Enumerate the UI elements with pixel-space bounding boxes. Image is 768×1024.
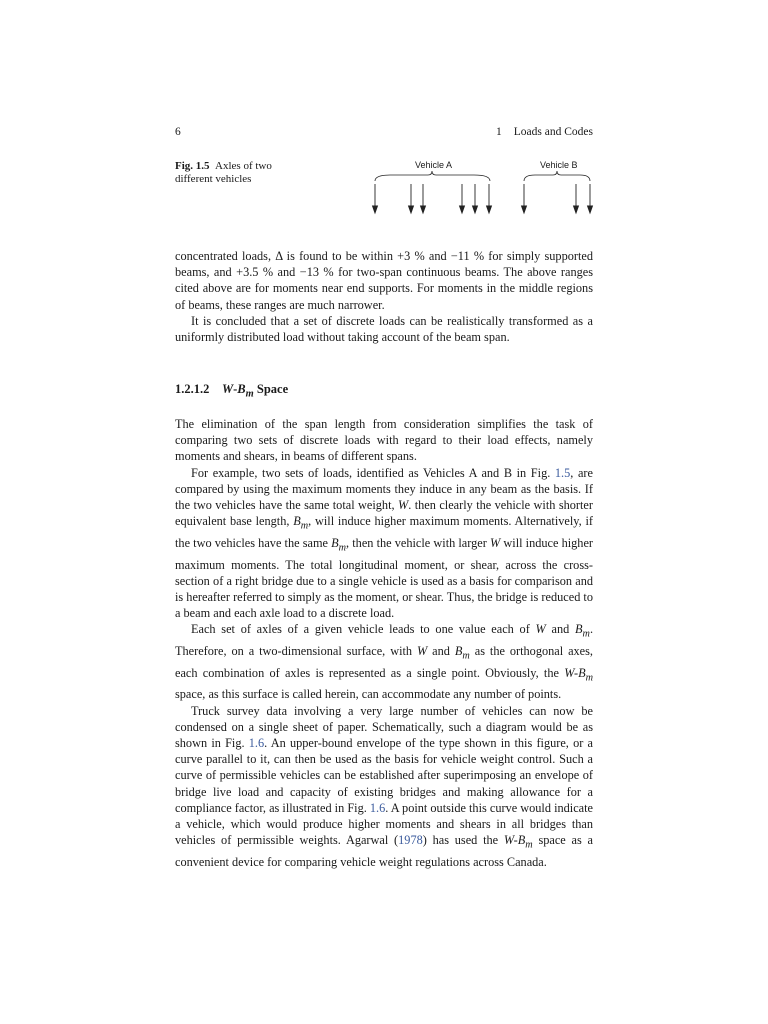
figure-caption-text: Axles of two different vehicles — [175, 160, 272, 185]
section-heading: 1.2.1.2 $W-B_m$ Space — [175, 382, 289, 400]
body-text-top — [175, 248, 593, 345]
vehicle-b-label: Vehicle B — [540, 160, 578, 170]
figure-ref-link[interactable]: 1.6 — [369, 800, 386, 815]
figure-axles — [360, 160, 600, 220]
vehicle-b-axles — [522, 184, 593, 213]
paragraph: Truck survey data involving a very large number of vehicles can now be condensed on a single sheet of paper. Schematically, such a diagram would be as shown in Fig. 1.6. An upper-bound envelope of the type shown in this figure, or a curve parallel to it, can then be used as the basis for vehicle weight control. Such a curve of permissible vehicles can be established after superimposing an envelope of bridge live load and capacity of existing bridges and making allowance for a compliance factor, as illustrated in Fig. 1.6. A point outside this curve would indicate a vehicle, which would produce higher moments and shears in all bridges than vehicles of permissible weights. Agarwal (1978) has used the $W-B_m$ space as a convenient device for comparing vehicle weight regulations across Canada. — [175, 703, 594, 869]
axle-diagram — [360, 160, 600, 220]
chapter-title: Loads and Codes — [513, 126, 593, 138]
vehicle-a-axles — [373, 184, 492, 213]
section-number: 1.2.1.2 — [175, 382, 210, 396]
section-title-sub: m — [245, 388, 254, 400]
paragraph: Each set of axles of a given vehicle leads to one value each of W and $B_m$. Therefore, on a two-dimensional surface, with W and $B_m$ as the orthogonal axes, each combination of axles is represented as a single point. Obviously, the $W-B_m$ space, as this surface is called herein, can accommodate any number of points. — [175, 622, 594, 702]
figure-caption — [175, 160, 295, 186]
paragraph: concentrated loads, Δ is found to be within +3 % and −11 % for simply supported beams, and +3.5 % and −13 % for two-span continuous beams. The above ranges cited above are for moments near end supports. For moments in the middle regions of beams, these ranges are much narrower. — [175, 249, 593, 312]
page-number: 6 — [175, 126, 181, 138]
vehicle-a-brace — [375, 171, 490, 181]
section-title-w: W — [222, 382, 234, 396]
paragraph: The elimination of the span length from consideration simplifies the task of comparing two sets of discrete loads with regard to their load effects, namely moments and shears, in beams of different spans. — [175, 417, 593, 464]
paragraph: It is concluded that a set of discrete loads can be realistically transformed as a uniformly distributed load without taking account of the beam span. — [175, 313, 593, 345]
citation-link[interactable]: 1978 — [398, 833, 423, 848]
section-title-b: B — [237, 382, 246, 396]
vehicle-b-brace — [524, 171, 590, 181]
figure-label: Fig. 1.5 — [175, 160, 210, 172]
chapter-number: 1 — [496, 126, 502, 138]
paragraph: For example, two sets of loads, identified as Vehicles A and B in Fig. 1.5, are compared by using the maximum moments they induce in any beam as the basis. If the two vehicles have the same total weight, W. then clearly the vehicle with shorter equivalent base length, $B_m$, will induce higher maximum moments. Alternatively, if the two vehicles have the same $B_m$, then the vehicle with larger W will induce higher maximum moments. The total longitudinal moment, or shear, across the cross-section of a right bridge due to a single vehicle is used as a basis for comparison and is hereafter referred to simply as the moment, or shear. Thus, the bridge is reduced to a beam and each axle load to a discrete load. — [175, 465, 594, 621]
figure-ref-link[interactable]: 1.6 — [248, 735, 265, 750]
figure-ref-link[interactable]: 1.5 — [554, 465, 571, 480]
body-text-main — [175, 416, 593, 870]
vehicle-a-label: Vehicle A — [415, 160, 453, 170]
running-head — [496, 126, 593, 138]
section-title-rest: Space — [256, 382, 289, 396]
